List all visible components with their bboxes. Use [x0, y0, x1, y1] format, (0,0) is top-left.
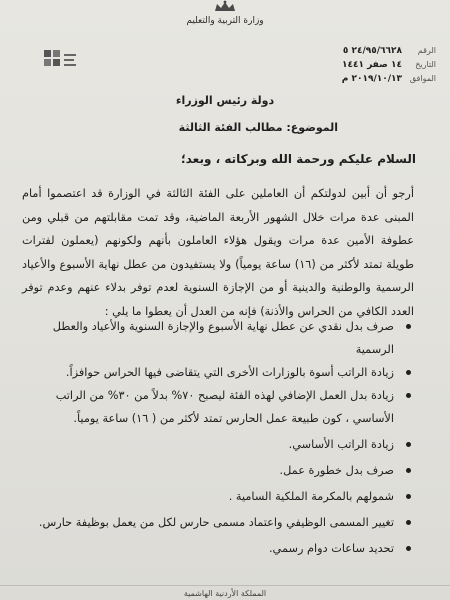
greeting: السلام عليكم ورحمة الله وبركاته ، وبعد؛ — [180, 152, 416, 166]
list-item: زيادة بدل العمل الإضافي لهذه الفئة ليصبح ٧٠% بدلاً من ٣٠% من الراتب الأساسي ، كون طبيعة عمل الحارس تمتد لأكثر من ( ١٦) ساعة يومياً. — [34, 384, 414, 430]
subject-line: الموضوع: مطالب الفئة الثالثة — [178, 121, 338, 134]
reference-gregorian-date: الموافق ٢٠١٩/١٠/١٣ م — [341, 74, 436, 84]
list-item: صرف بدل نقدي عن عطل نهاية الأسبوع والإجازة السنوية والأعياد والعطل الرسمية — [34, 315, 414, 361]
footer-text: المملكة الأردنية الهاشمية — [183, 589, 267, 598]
crown-crest-icon — [212, 0, 238, 12]
list-item: شمولهم بالمكرمة الملكية السامية . — [34, 485, 414, 508]
bullet-icon — [406, 393, 411, 398]
demands-list — [34, 315, 414, 560]
bullet-icon — [406, 468, 411, 473]
ministry-logo-icon — [40, 46, 80, 76]
bullet-icon — [406, 546, 411, 551]
letter-references — [286, 44, 436, 86]
body-paragraph: أرجو أن أبين لدولتكم أن العاملين على الفئة الثالثة في الوزارة قد اعتصموا أمام المبنى عدة مرات خلال الشهور الأربعة الماضية، وقد تمت مقابلتهم من قبلي ومن عطوفة الأمين عدة مرات ويقول هؤلاء العاملون بأنهم ولكونهم (يعملون لفترات طويلة تمتد لأكثر من (١٦) ساعة يومياً) ولا يستفيدون من عطل نهاية الأسبوع والأعياد الرسمية والوطنية والدينية أو من الإجازة السنوية لعدم توفر بدلاء عنهم وعدم توفر العدد الكافي من الحراس والأذنة) فإنه من العدل أن يعطوا ما يلي : — [22, 187, 414, 318]
list-item: تحديد ساعات دوام رسمي. — [34, 537, 414, 560]
bullet-icon — [406, 324, 411, 329]
list-item: زيادة الراتب الأساسي. — [34, 433, 414, 456]
bullet-icon — [406, 370, 411, 375]
list-item: صرف بدل خطورة عمل. — [34, 459, 414, 482]
ministry-name: وزارة التربية والتعليم — [186, 16, 264, 26]
list-item: زيادة الراتب أسوة بالوزارات الأخرى التي يتقاضى فيها الحراس حوافزاً. — [34, 361, 414, 384]
bullet-icon — [406, 442, 411, 447]
bullet-icon — [406, 520, 411, 525]
addressee: دولة رئيس الوزراء — [175, 94, 275, 107]
list-item: تغيير المسمى الوظيفي واعتماد مسمى حارس لكل من يعمل بوظيفة حارس. — [34, 511, 414, 534]
reference-number: الرقم ٢٤/٩٥/٦٦٢٨ ٥ — [342, 46, 436, 56]
reference-hijri-date: التاريخ ١٤ صفر ١٤٤١ — [341, 60, 436, 70]
bullet-icon — [406, 494, 411, 499]
footer-divider — [0, 585, 450, 586]
